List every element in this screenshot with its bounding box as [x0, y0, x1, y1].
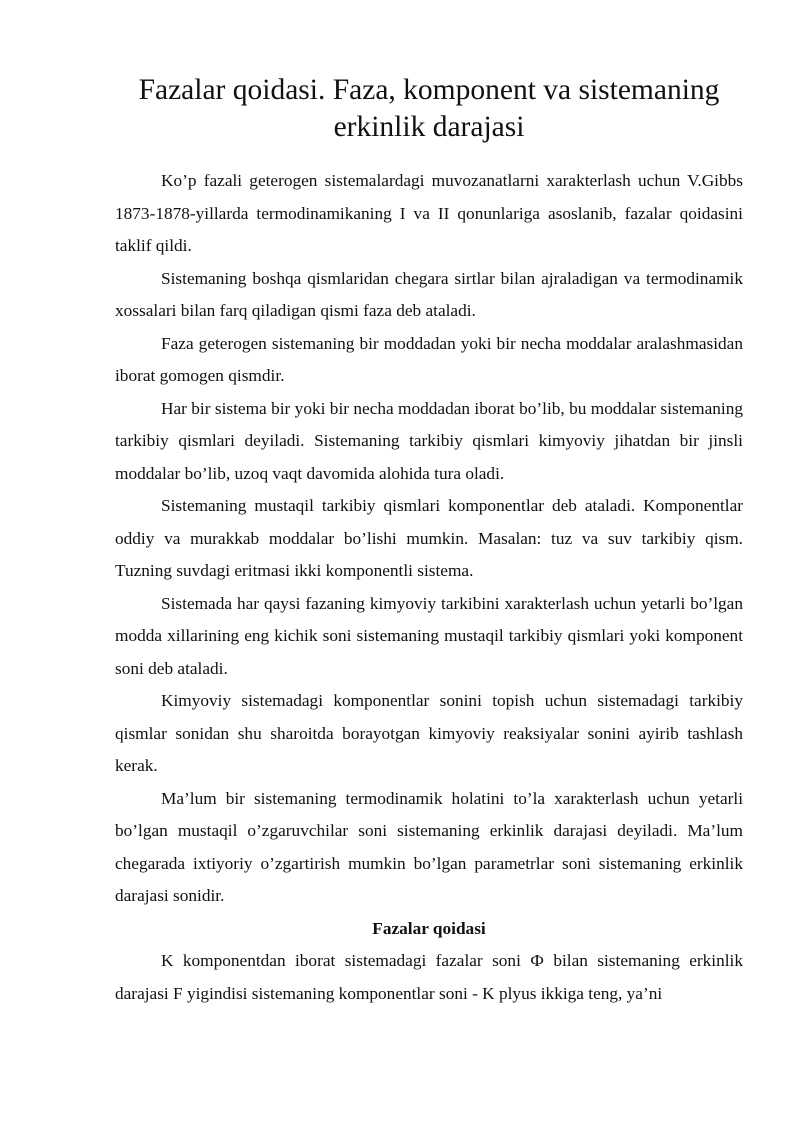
- section-heading: Fazalar qoidasi: [372, 918, 486, 938]
- paragraph-komponent-soni: Sistemada har qaysi fazaning kimyoviy tarkibini xarakterlash uchun yetarli bo’lgan modda xillarining eng kichik soni sistemaning mustaqil tarkibiy qismlari yoki komponent soni deb ataladi.: [115, 593, 743, 678]
- paragraph-komponent-topish: Kimyoviy sistemadagi komponentlar sonini topish uchun sistemadagi tarkibiy qismlar sonidan shu sharoitda borayotgan kimyoviy reaksiyalar sonini ayirib tashlash kerak.: [115, 691, 743, 775]
- paragraph-faza-definition: Sistemaning boshqa qismlaridan chegara sirtlar bilan ajraladigan va termodinamik xossalari bilan farq qiladigan qismi faza deb ataladi.: [115, 268, 743, 320]
- page-title: Fazalar qoidasi. Faza, komponent va sistemaning erkinlik darajasi: [138, 74, 720, 143]
- paragraph-komponentlar: Sistemaning mustaqil tarkibiy qismlari komponentlar deb ataladi. Komponentlar oddiy va murakkab moddalar bo’lishi mumkin. Masalan: tuz va suv tarkibiy qism. Tuzning suvdagi eritmasi ikki komponentli sistema.: [115, 496, 743, 580]
- paragraph-faza-gomogen: Faza geterogen sistemaning bir moddadan yoki bir necha moddalar aralashmasidan iborat gomogen qismdir.: [115, 333, 743, 385]
- paragraph-erkinlik-darajasi: Ma’lum bir sistemaning termodinamik holatini to’la xarakterlash uchun yetarli bo’lgan mustaqil o’zgaruvchilar soni sistemaning erkinlik darajasi deyiladi. Ma’lum chegarada ixtiyoriy o’zgartirish mumkin bo’lgan parametrlar soni sistemaning erkinlik darajasi sonidir.: [115, 788, 743, 905]
- paragraph-gibbs: Ko’p fazali geterogen sistemalardagi muvozanatlarni xarakterlash uchun V.Gibbs 1873-1878-yillarda termodinamikaning I va II qonunlariga asoslanib, fazalar qoidasini taklif qildi.: [115, 171, 743, 255]
- paragraph-fazalar-qoidasi: K komponentdan iborat sistemadagi fazalar soni Ф bilan sistemaning erkinlik darajasi F yigindisi sistemaning komponentlar soni - K plyus ikkiga teng, ya’ni: [115, 951, 743, 1003]
- paragraph-tarkibiy-qismlar: Har bir sistema bir yoki bir necha moddadan iborat bo’lib, bu moddalar sistemaning tarkibiy qismlari deyiladi. Sistemaning tarkibiy qismlari kimyoviy jihatdan bir jinsli moddalar bo’lib, uzoq vaqt davomida alohida tura oladi.: [115, 398, 743, 483]
- document-page: [115, 72, 743, 1010]
